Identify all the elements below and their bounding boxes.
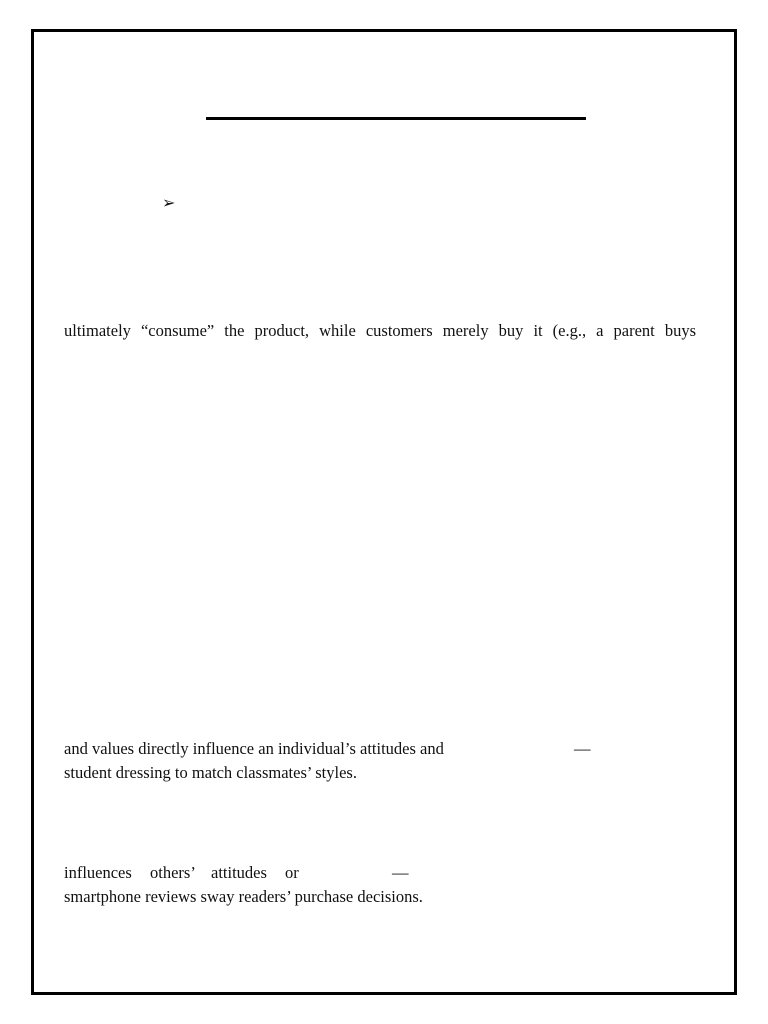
opinion-leader-word-4: or <box>285 863 299 882</box>
page-border-bottom-rule <box>35 992 733 993</box>
opinion-leader-word-3: attitudes <box>211 863 267 882</box>
page-border <box>31 29 737 995</box>
opinion-leader-word-1: influences <box>64 863 132 882</box>
reference-group-line-2: student dressing to match classmates’ styles. <box>64 763 357 782</box>
arrow-bullet-icon: ➢ <box>162 195 176 212</box>
reference-group-line-1: and values directly influence an individual’s attitudes and <box>64 739 444 758</box>
consumer-paragraph-line: ultimately “consume” the product, while customers merely buy it (e.g., a parent buys <box>64 321 696 340</box>
opinion-leader-word-2: others’ <box>150 863 196 882</box>
opinion-leader-line-2: smartphone reviews sway readers’ purchase decisions. <box>64 887 423 906</box>
title-underline <box>206 117 586 120</box>
opinion-leader-dash: — <box>392 863 409 882</box>
reference-group-dash: — <box>574 739 591 758</box>
